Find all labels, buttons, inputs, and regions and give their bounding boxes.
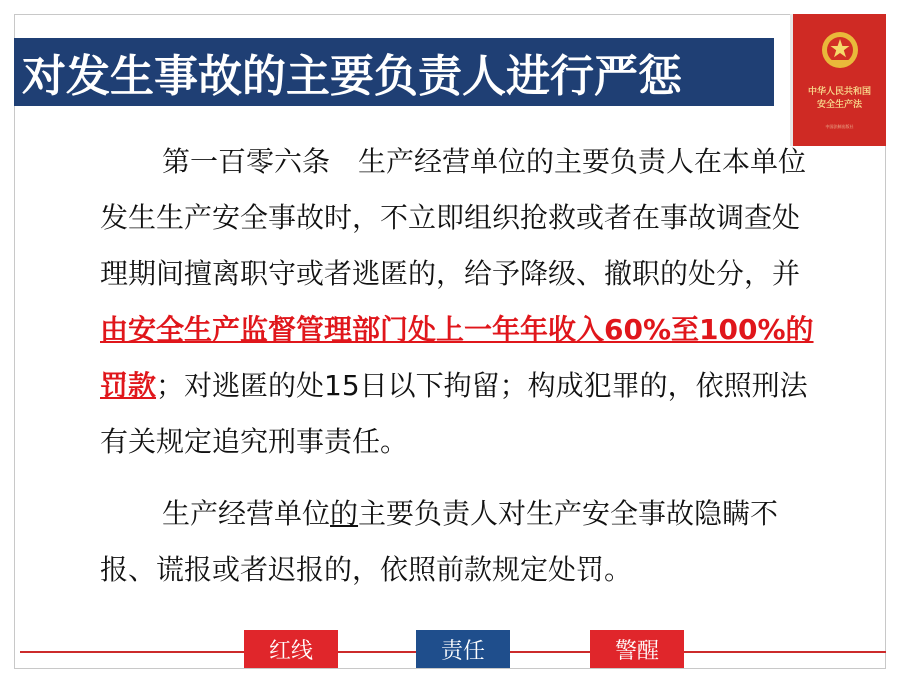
article-paragraph-2: [100, 486, 820, 598]
book-title-line1: 中华人民共和国: [807, 87, 871, 97]
footer-button-responsibility[interactable]: 责任: [416, 630, 510, 668]
footer-button-red-line[interactable]: 红线: [244, 630, 338, 668]
paragraph-1-text: 第一百零六条 生产经营单位的主要负责人在本单位发生生产安全事故时，不立即组织抢救或者在事故调查处理期间擅离职守或者逃匿的，给予降级、撤职的处分，并: [100, 145, 807, 290]
national-emblem-icon: [820, 30, 860, 70]
book-title-line2: 安全生产法: [816, 100, 862, 110]
paragraph-2-text: 生产经营单位: [162, 497, 331, 530]
article-paragraph-1: [100, 134, 820, 470]
title-banner: [14, 38, 774, 106]
paragraph-1-tail: ；对逃匿的处15日以下拘留；构成犯罪的，依照刑法有关规定追究刑事责任。: [100, 369, 808, 458]
paragraph-2-tail: 主要负责人对生产安全事故隐瞒不报、谎报或者迟报的，依照前款规定处罚。: [100, 497, 779, 586]
penalty-highlight: 由安全生产监督管理部门处上一年年收入60%至100%的罚款: [100, 313, 814, 402]
page-title: 对发生事故的主要负责人进行严惩: [22, 51, 682, 102]
book-publisher: 中国法制出版社: [825, 124, 854, 129]
paragraph-2-underlined: 的: [330, 497, 359, 530]
law-book-cover: [790, 14, 886, 146]
footer-button-alert[interactable]: 警醒: [590, 630, 684, 668]
article-text: [100, 134, 820, 598]
